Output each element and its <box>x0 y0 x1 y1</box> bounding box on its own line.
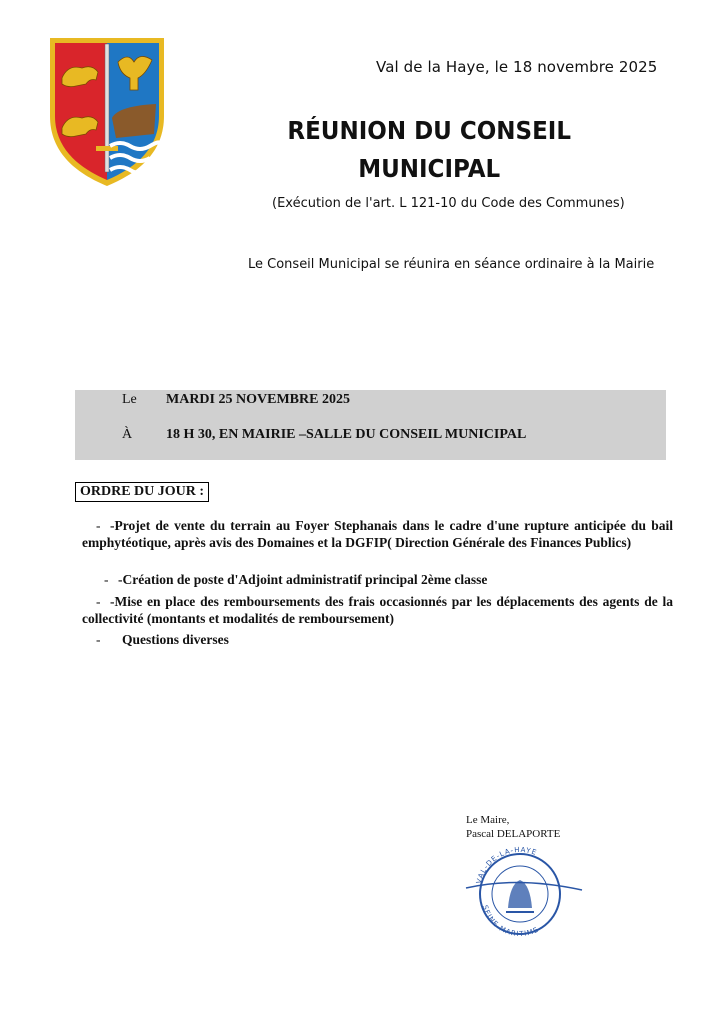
date-label: Le <box>122 392 137 407</box>
svg-text:SEINE-MARITIME: SEINE-MARITIME <box>480 904 541 936</box>
place-date: Val de la Haye, le 18 novembre 2025 <box>376 58 658 76</box>
date-value: MARDI 25 NOVEMBRE 2025 <box>166 392 350 407</box>
agenda-item: - Questions diverses <box>96 632 229 647</box>
meeting-info-box <box>75 390 666 460</box>
time-label: À <box>122 427 133 442</box>
meeting-notice: Le Conseil Municipal se réunira en séance ordinaire à la Mairie <box>248 257 655 272</box>
coat-of-arms-logo <box>46 34 168 188</box>
mayor-stamp-seal <box>458 846 588 936</box>
subtitle: (Exécution de l'art. L 121-10 du Code des Communes) <box>272 196 625 211</box>
agenda-item: - -Création de poste d'Adjoint administratif principal 2ème classe <box>104 572 488 587</box>
title-line-1: RÉUNION DU CONSEIL <box>287 116 572 145</box>
title-line-2: MUNICIPAL <box>358 154 501 183</box>
signer-name: Pascal DELAPORTE <box>466 828 561 840</box>
signer-role: Le Maire, <box>466 814 510 826</box>
svg-text:VAL-DE-LA-HAYE: VAL-DE-LA-HAYE <box>474 846 539 885</box>
signature-block <box>466 813 560 841</box>
agenda-title: ORDRE DU JOUR : <box>75 482 209 502</box>
page-title <box>282 112 576 188</box>
agenda-item: - -Projet de vente du terrain au Foyer Stephanais dans le cadre d'une rupture anticipée du bail emphytéotique, après avis des Domaines et la DGFIP( Direction Générale des Finances Publics) <box>82 518 673 550</box>
time-value: 18 H 30, EN MAIRIE –SALLE DU CONSEIL MUNICIPAL <box>166 427 527 442</box>
agenda-item: - -Mise en place des remboursements des frais occasionnés par les déplacements des agents de la collectivité (montants et modalités de remboursement) <box>82 594 673 626</box>
